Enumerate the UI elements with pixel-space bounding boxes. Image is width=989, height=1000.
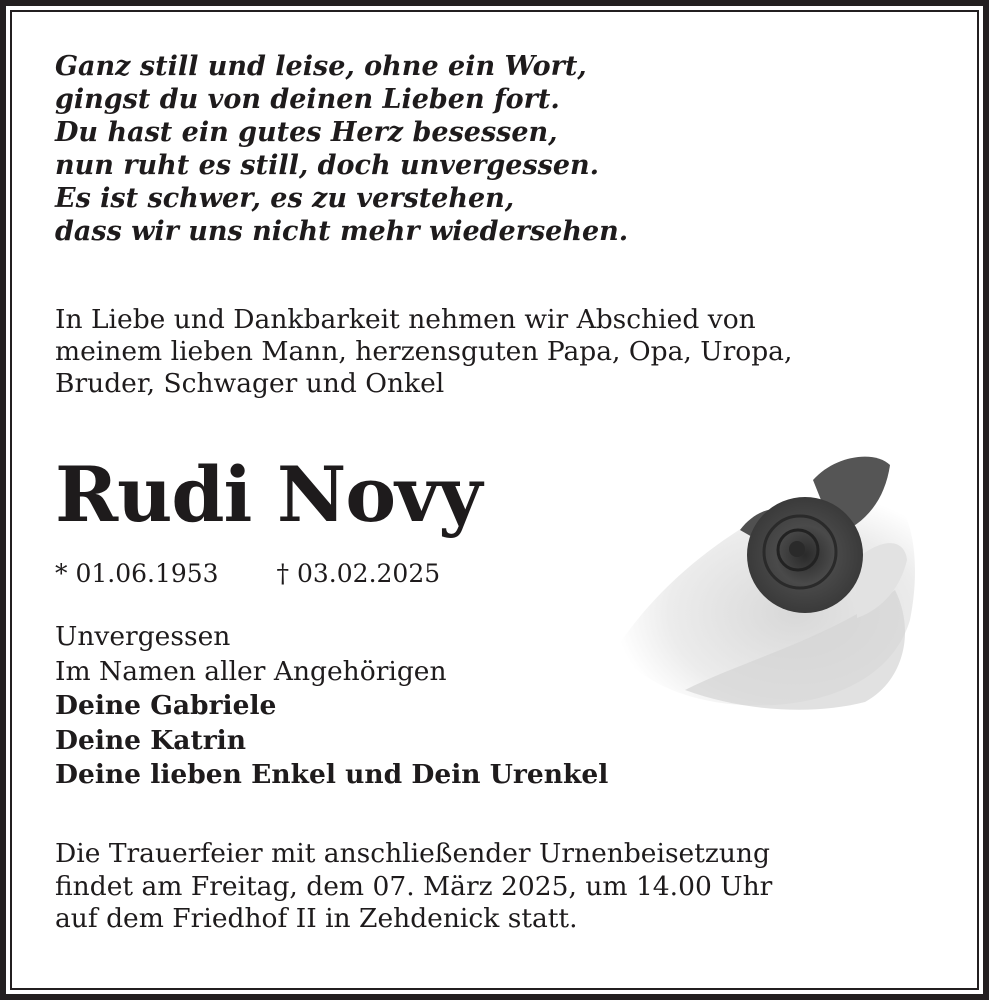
rose: [747, 497, 863, 613]
mourner: Deine Katrin: [55, 724, 246, 756]
signoff-line: Im Namen aller Angehörigen: [55, 655, 447, 687]
signoff-line: Unvergessen: [55, 621, 231, 652]
death-date: † 03.02.2025: [276, 559, 441, 588]
poem-line: gingst du von deinen Lieben fort.: [55, 84, 560, 115]
funeral-line: Die Trauerfeier mit anschließender Urnenbeisetzung: [55, 838, 770, 869]
intro-line: In Liebe und Dankbarkeit nehmen wir Abschied von: [55, 304, 756, 335]
signoff: [55, 620, 608, 793]
funeral-info: [55, 838, 772, 936]
poem-line: Ganz still und leise, ohne ein Wort,: [55, 51, 587, 82]
intro-line: Bruder, Schwager und Onkel: [55, 368, 445, 399]
mourner: Deine Gabriele: [55, 690, 277, 721]
poem: [55, 50, 628, 248]
intro-text: [55, 304, 792, 400]
deceased-name: Rudi Novy: [55, 450, 482, 539]
poem-line: nun ruht es still, doch unvergessen.: [55, 150, 600, 181]
life-dates: [55, 558, 440, 590]
poem-line: dass wir uns nicht mehr wiedersehen.: [55, 216, 629, 247]
intro-line: meinem lieben Mann, herzensguten Papa, Opa, Uropa,: [55, 336, 793, 367]
mourner: Deine lieben Enkel und Dein Urenkel: [55, 759, 609, 790]
rose-in-hands-image: [595, 440, 935, 720]
poem-line: Es ist schwer, es zu verstehen,: [55, 183, 515, 214]
funeral-line: auf dem Friedhof II in Zehdenick statt.: [55, 903, 578, 934]
birth-date: * 01.06.1953: [55, 559, 219, 588]
funeral-line: findet am Freitag, dem 07. März 2025, um 14.00 Uhr: [55, 870, 773, 902]
poem-line: Du hast ein gutes Herz besessen,: [55, 117, 558, 148]
